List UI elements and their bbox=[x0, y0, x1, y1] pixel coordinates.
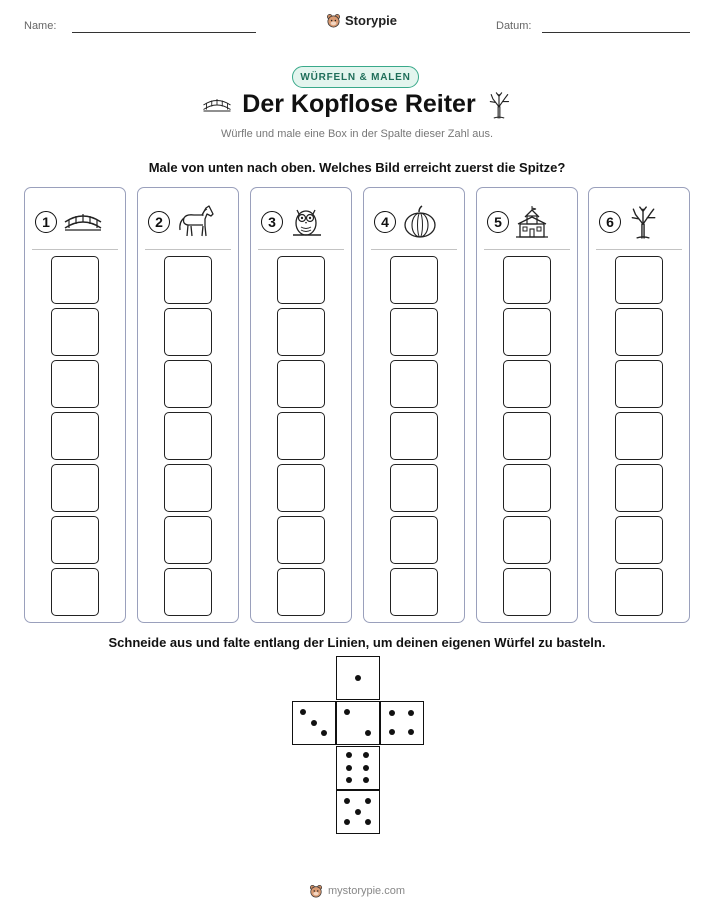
coloring-box[interactable] bbox=[51, 516, 99, 564]
coloring-box[interactable] bbox=[503, 412, 551, 460]
coloring-box[interactable] bbox=[615, 360, 663, 408]
column-6 bbox=[588, 187, 690, 623]
activity-badge: WÜRFELN & MALEN bbox=[292, 66, 419, 88]
footer bbox=[0, 884, 714, 898]
coloring-box[interactable] bbox=[51, 568, 99, 616]
coloring-box[interactable] bbox=[390, 360, 438, 408]
coloring-box[interactable] bbox=[615, 412, 663, 460]
coloring-box[interactable] bbox=[277, 464, 325, 512]
column-number: 5 bbox=[487, 211, 509, 233]
column-divider bbox=[596, 249, 682, 250]
die-pip bbox=[365, 819, 371, 825]
race-columns bbox=[24, 187, 690, 623]
storypie-logo bbox=[326, 13, 397, 28]
die-pip bbox=[311, 720, 317, 726]
page-title: Der Kopflose Reiter bbox=[242, 90, 476, 118]
column-1 bbox=[24, 187, 126, 623]
die-pip bbox=[300, 709, 306, 715]
coloring-box[interactable] bbox=[615, 464, 663, 512]
column-header bbox=[487, 204, 573, 240]
column-number: 2 bbox=[148, 211, 170, 233]
coloring-box[interactable] bbox=[615, 516, 663, 564]
die-pip bbox=[363, 752, 369, 758]
column-divider bbox=[145, 249, 231, 250]
coloring-box[interactable] bbox=[390, 256, 438, 304]
die-pip bbox=[344, 798, 350, 804]
die-face bbox=[336, 701, 380, 745]
die-face bbox=[292, 701, 336, 745]
die-pip bbox=[355, 809, 361, 815]
date-label: Datum: bbox=[496, 20, 532, 32]
die-pip bbox=[321, 730, 327, 736]
die-pip bbox=[363, 765, 369, 771]
coloring-box[interactable] bbox=[164, 412, 212, 460]
horse-icon bbox=[176, 204, 216, 240]
pumpkin-icon bbox=[402, 204, 438, 240]
coloring-box[interactable] bbox=[503, 464, 551, 512]
column-3 bbox=[250, 187, 352, 623]
name-label: Name: bbox=[24, 20, 57, 32]
die-pip bbox=[355, 675, 361, 681]
coloring-box[interactable] bbox=[51, 464, 99, 512]
bear-icon bbox=[326, 13, 341, 28]
die-pip bbox=[389, 729, 395, 735]
column-header bbox=[261, 204, 347, 240]
coloring-box[interactable] bbox=[277, 308, 325, 356]
coloring-box[interactable] bbox=[164, 256, 212, 304]
column-4 bbox=[363, 187, 465, 623]
coloring-box[interactable] bbox=[390, 516, 438, 564]
column-header bbox=[599, 204, 685, 240]
footer-url: mystorypie.com bbox=[327, 885, 406, 897]
coloring-box[interactable] bbox=[503, 360, 551, 408]
coloring-box[interactable] bbox=[51, 256, 99, 304]
coloring-box[interactable] bbox=[390, 464, 438, 512]
column-header bbox=[148, 204, 234, 240]
column-header bbox=[35, 204, 121, 240]
column-divider bbox=[258, 249, 344, 250]
bridge-icon bbox=[63, 209, 103, 235]
coloring-box[interactable] bbox=[390, 568, 438, 616]
coloring-box[interactable] bbox=[164, 568, 212, 616]
coloring-box[interactable] bbox=[503, 516, 551, 564]
column-number: 6 bbox=[599, 211, 621, 233]
column-number: 1 bbox=[35, 211, 57, 233]
coloring-box[interactable] bbox=[277, 360, 325, 408]
coloring-box[interactable] bbox=[615, 308, 663, 356]
instruction: Male von unten nach oben. Welches Bild erreicht zuerst die Spitze? bbox=[148, 160, 566, 175]
die-pip bbox=[346, 777, 352, 783]
owl-icon bbox=[289, 204, 323, 240]
coloring-box[interactable] bbox=[51, 412, 99, 460]
die-face bbox=[380, 701, 424, 745]
coloring-box[interactable] bbox=[390, 308, 438, 356]
column-5 bbox=[476, 187, 578, 623]
cut-instruction: Schneide aus und falte entlang der Linien, um deinen eigenen Würfel zu basteln. bbox=[108, 635, 606, 650]
coloring-box[interactable] bbox=[277, 568, 325, 616]
coloring-box[interactable] bbox=[503, 308, 551, 356]
column-header bbox=[374, 204, 460, 240]
bare-tree-icon bbox=[627, 204, 659, 240]
column-number: 4 bbox=[374, 211, 396, 233]
die-pip bbox=[346, 752, 352, 758]
coloring-box[interactable] bbox=[164, 516, 212, 564]
coloring-box[interactable] bbox=[615, 256, 663, 304]
coloring-box[interactable] bbox=[164, 308, 212, 356]
die-pip bbox=[408, 729, 414, 735]
die-pip bbox=[408, 710, 414, 716]
die-face bbox=[336, 656, 380, 700]
bear-icon bbox=[309, 884, 323, 898]
die-pip bbox=[344, 709, 350, 715]
die-pip bbox=[365, 798, 371, 804]
die-pip bbox=[389, 710, 395, 716]
coloring-box[interactable] bbox=[390, 412, 438, 460]
coloring-box[interactable] bbox=[277, 412, 325, 460]
die-net bbox=[290, 656, 426, 836]
coloring-box[interactable] bbox=[615, 568, 663, 616]
coloring-box[interactable] bbox=[164, 464, 212, 512]
name-line[interactable] bbox=[72, 32, 256, 33]
logo-text: Storypie bbox=[345, 13, 398, 28]
subtitle: Würfle und male eine Box in der Spalte dieser Zahl aus. bbox=[220, 128, 494, 140]
die-pip bbox=[344, 819, 350, 825]
bare-tree-icon bbox=[486, 91, 512, 119]
column-divider bbox=[484, 249, 570, 250]
die-face bbox=[336, 790, 380, 834]
column-divider bbox=[32, 249, 118, 250]
die-pip bbox=[363, 777, 369, 783]
coloring-box[interactable] bbox=[51, 360, 99, 408]
date-line[interactable] bbox=[542, 32, 690, 33]
bridge-icon bbox=[202, 95, 232, 115]
coloring-box[interactable] bbox=[277, 516, 325, 564]
title-row bbox=[0, 90, 714, 119]
coloring-box[interactable] bbox=[503, 256, 551, 304]
column-2 bbox=[137, 187, 239, 623]
coloring-box[interactable] bbox=[51, 308, 99, 356]
coloring-box[interactable] bbox=[277, 256, 325, 304]
schoolhouse-icon bbox=[515, 204, 549, 240]
coloring-box[interactable] bbox=[503, 568, 551, 616]
die-pip bbox=[346, 765, 352, 771]
coloring-box[interactable] bbox=[164, 360, 212, 408]
die-pip bbox=[365, 730, 371, 736]
column-divider bbox=[371, 249, 457, 250]
die-face bbox=[336, 746, 380, 790]
column-number: 3 bbox=[261, 211, 283, 233]
